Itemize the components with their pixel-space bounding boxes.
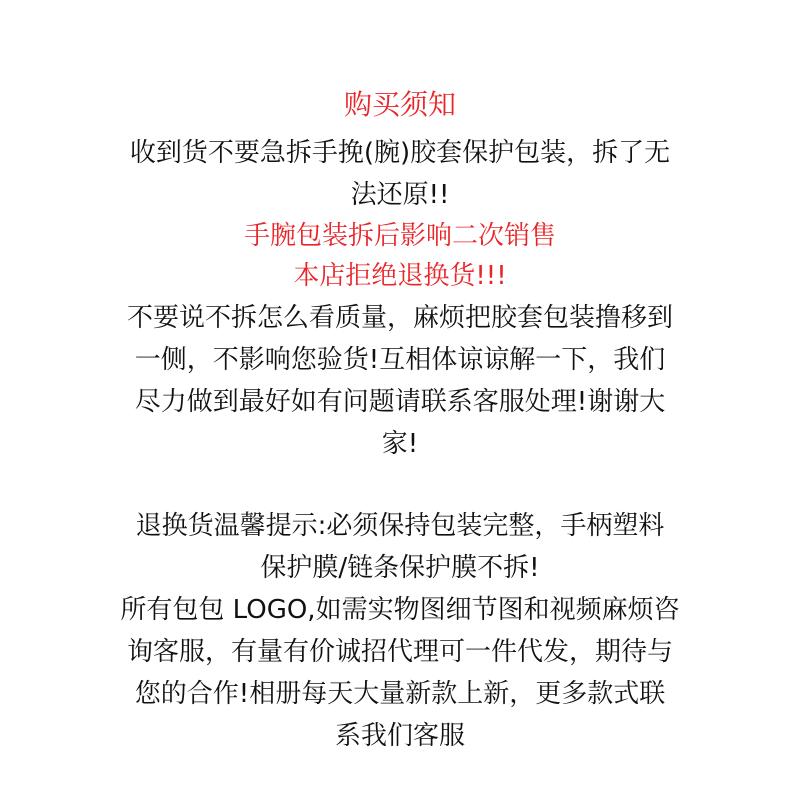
notice-line-8: 家! xyxy=(381,429,419,459)
tips-line-3: 所有包包 LOGO,如需实物图细节图和视频麻烦咨 xyxy=(120,595,680,625)
notice-title: 购买须知 xyxy=(343,88,456,121)
tips-line-4: 询客服，有量有价诚招代理可一件代发，期待与 xyxy=(126,637,673,667)
notice-line-7: 尽力做到最好如有问题请联系客服处理!谢谢大 xyxy=(134,387,666,417)
tips-line-2: 保护膜/链条保护膜不拆! xyxy=(260,553,540,583)
notice-line-6: 一侧，不影响您验货!互相体谅谅解一下，我们 xyxy=(134,345,666,375)
notice-line-5: 不要说不拆怎么看质量，麻烦把胶套包装撸移到 xyxy=(126,303,673,333)
notice-line-1: 收到货不要急拆手挽(腕)胶套保护包装，拆了无 xyxy=(129,138,671,168)
tips-line-6: 系我们客服 xyxy=(334,721,465,751)
notice-warning-line-2: 本店拒绝退换货!!! xyxy=(293,261,507,291)
notice-line-2: 法还原!! xyxy=(350,180,450,210)
tips-line-1: 退换货温馨提示:必须保持包装完整，手柄塑料 xyxy=(135,511,665,541)
notice-warning-line-1: 手腕包装拆后影响二次销售 xyxy=(243,221,556,251)
tips-line-5: 您的合作!相册每天大量新款上新，更多款式联 xyxy=(134,679,666,709)
